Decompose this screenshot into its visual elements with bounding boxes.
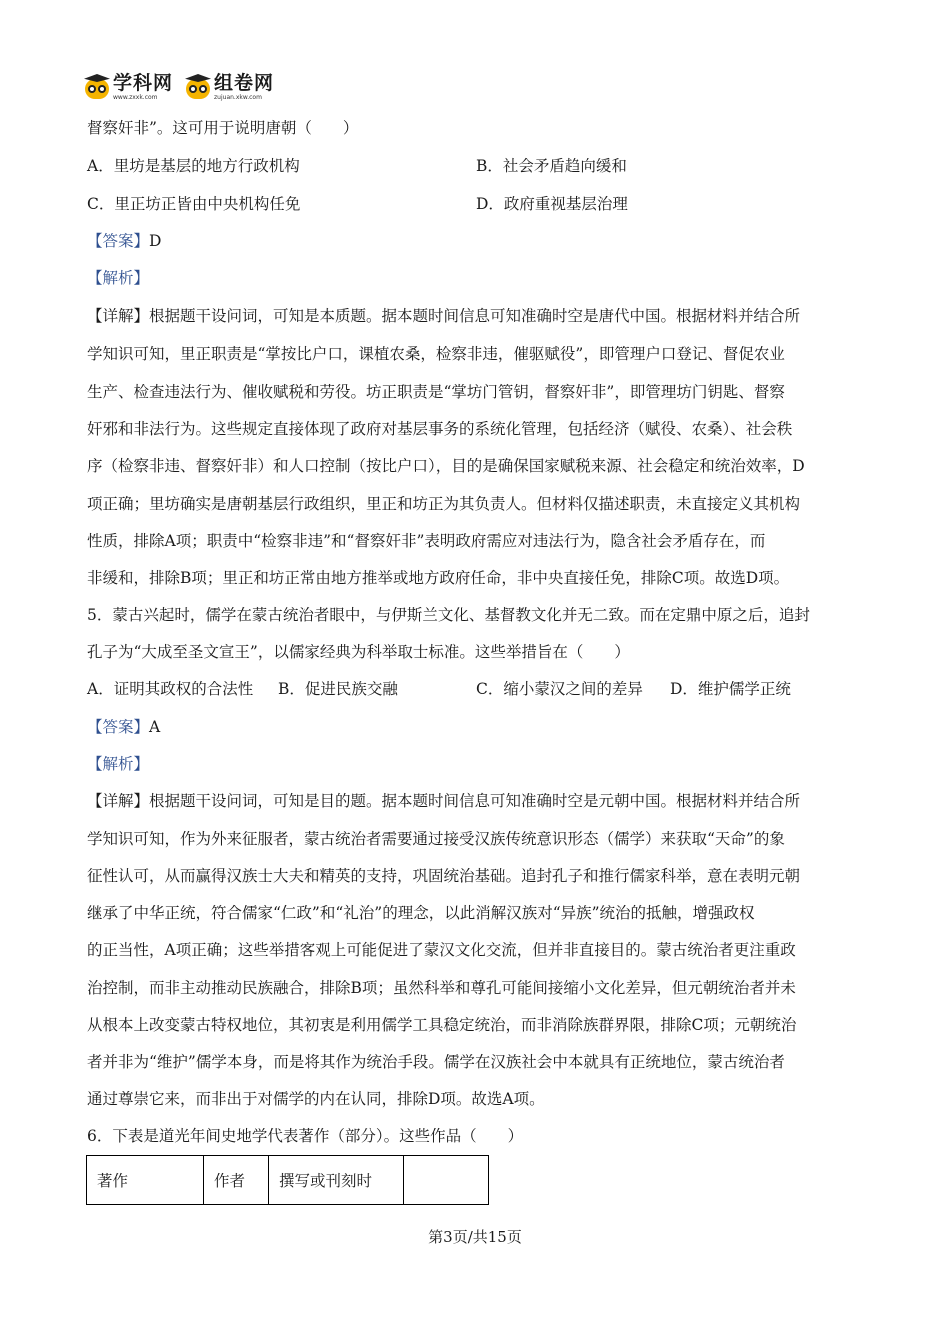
logo-url: www.zxxk.com	[113, 93, 158, 101]
table-row	[87, 1156, 489, 1205]
q4-detail-line: 序（检察非违、督察奸非）和人口控制（按比户口），目的是确保国家赋税来源、社会稳定和统治效率，D	[87, 457, 805, 475]
q5-detail-line: 从根本上改变蒙古特权地位，其初衷是利用儒学工具稳定统治，而非消除族群界限，排除C项；元朝统治	[87, 1016, 797, 1034]
table-header-cell: 著作	[87, 1156, 204, 1205]
q5-option-b: B．促进民族交融	[278, 680, 398, 698]
q5-detail-line: 的正当性，A项正确；这些举措客观上可能促进了蒙汉文化交流，但并非直接目的。蒙古统治者更注重政	[87, 941, 796, 959]
q4-detail-line: 学知识可知，里正职责是“掌按比户口，课植农桑，检察非违，催驱赋役”，即管理户口登记、督促农业	[87, 345, 785, 363]
q4-detail-line: 非缓和，排除B项；里正和坊正常由地方推举或地方政府任命，非中央直接任免，排除C项。故选D项。	[87, 569, 790, 587]
q5-option-d: D．维护儒学正统	[670, 680, 791, 698]
q4-answer	[87, 231, 161, 251]
q5-detail-line: 治控制，而非主动推动民族融合，排除B项；虽然科举和尊孔可能间接缩小文化差异，但元朝统治者并未	[87, 979, 796, 997]
q5-option-a: A．证明其政权的合法性	[87, 680, 254, 698]
q4-option-b: B．社会矛盾趋向缓和	[476, 157, 627, 175]
logo-url: zujuan.xkw.com	[214, 93, 262, 101]
q4-detail-line: 奸邪和非法行为。这些规定直接体现了政府对基层事务的系统化管理，包括经济（赋役、农桑）、社会秩	[87, 420, 793, 438]
table-header-cell: 撰写或刊刻时	[269, 1156, 404, 1205]
q5-answer	[87, 717, 160, 737]
owl-logo-icon	[84, 74, 110, 100]
logo-name: 组卷网	[214, 71, 275, 94]
q6-stem: 6．下表是道光年间史地学代表著作（部分）。这些作品（ ）	[87, 1127, 524, 1145]
q4-option-c: C．里正坊正皆由中央机构任免	[87, 195, 301, 213]
q5-detail-line: 学知识可知，作为外来征服者，蒙古统治者需要通过接受汉族传统意识形态（儒学）来获取“天命”的象	[87, 830, 785, 848]
q6-table	[86, 1155, 489, 1205]
logo-zujuanwang[interactable]	[185, 71, 275, 101]
q5-stem-line: 5．蒙古兴起时，儒学在蒙古统治者眼中，与伊斯兰文化、基督教文化并无二致。而在定鼎中原之后，追封	[87, 606, 810, 624]
q5-detail-line: 者并非为“维护”儒学本身，而是将其作为统治手段。儒学在汉族社会中本就具有正统地位，蒙古统治者	[87, 1053, 785, 1071]
q5-stem-line: 孔子为“大成至圣文宣王”，以儒家经典为科举取士标准。这些举措旨在（ ）	[87, 643, 630, 661]
q4-detail-line: 性质，排除A项；职责中“检察非违”和“督察奸非”表明政府需应对违法行为，隐含社会矛盾存在，而	[87, 532, 766, 550]
q4-option-a: A．里坊是基层的地方行政机构	[87, 157, 300, 175]
q5-detail-line: 征性认可，从而赢得汉族士大夫和精英的支持，巩固统治基础。追封孔子和推行儒家科举，意在表明元朝	[87, 867, 801, 885]
q5-detail-line: 通过尊崇它来，而非出于对儒学的内在认同，排除D项。故选A项。	[87, 1090, 545, 1108]
q4-analysis-tag: 【解析】	[87, 269, 150, 287]
answer-value: A	[149, 718, 161, 736]
header-logos	[84, 70, 286, 104]
answer-tag: 【答案】	[87, 232, 150, 250]
table-header-cell	[404, 1156, 489, 1205]
logo-name: 学科网	[113, 71, 174, 94]
table-header-cell: 作者	[204, 1156, 269, 1205]
detail-tag: 【详解】	[87, 792, 150, 810]
owl-logo-icon	[185, 74, 211, 100]
q5-option-c: C．缩小蒙汉之间的差异	[476, 680, 643, 698]
q4-option-d: D．政府重视基层治理	[476, 195, 628, 213]
q5-detail-line: 【详解】根据题干设问词，可知是目的题。据本题时间信息可知准确时空是元朝中国。根据材料并结合所	[87, 792, 801, 810]
q4-detail-line: 生产、检查违法行为、催收赋税和劳役。坊正职责是“掌坊门管钥，督察奸非”，即管理坊门钥匙、督察	[87, 383, 785, 401]
page-number: 第3页/共15页	[428, 1228, 522, 1246]
answer-value: D	[149, 232, 162, 250]
q5-analysis-tag: 【解析】	[87, 755, 150, 773]
q4-stem-tail: 督察奸非”。这可用于说明唐朝（ ）	[87, 119, 359, 137]
q4-detail-line: 项正确；里坊确实是唐朝基层行政组织，里正和坊正为其负责人。但材料仅描述职责，未直接定义其机构	[87, 495, 801, 513]
detail-tag: 【详解】	[87, 307, 150, 325]
q5-detail-line: 继承了中华正统，符合儒家“仁政”和“礼治”的理念，以此消解汉族对“异族”统治的抵触，增强政权	[87, 904, 755, 922]
answer-tag: 【答案】	[87, 718, 150, 736]
q4-detail-line: 【详解】根据题干设问词，可知是本质题。据本题时间信息可知准确时空是唐代中国。根据材料并结合所	[87, 307, 801, 325]
logo-xuekewang[interactable]	[84, 71, 174, 101]
